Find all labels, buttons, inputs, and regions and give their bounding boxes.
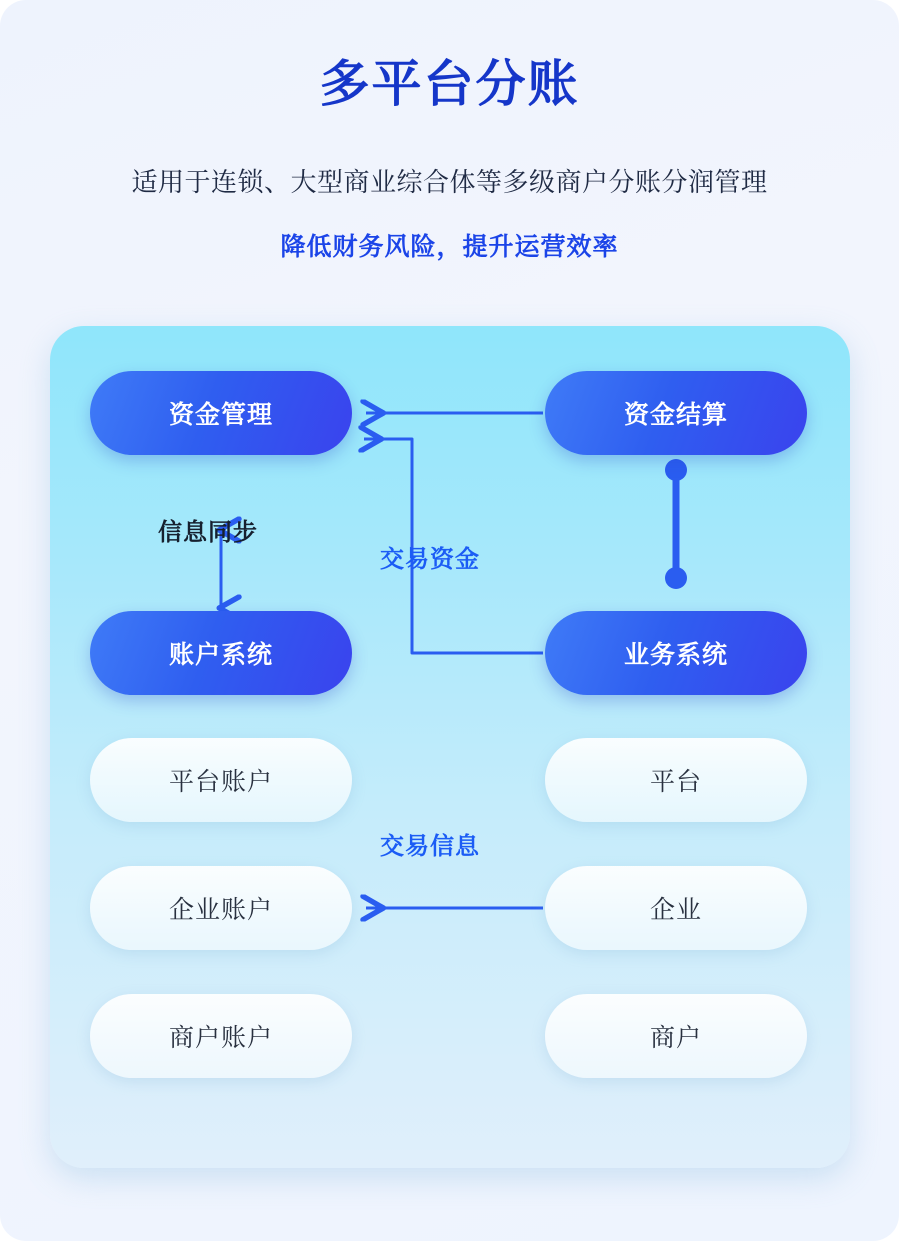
dot-bottom <box>665 567 687 589</box>
dot-top <box>665 459 687 481</box>
node-label: 业务系统 <box>623 641 728 669</box>
node-label: 平台 <box>649 768 702 796</box>
node-label: 资金管理 <box>168 401 273 429</box>
page-tagline: 降低财务风险，提升运营效率 <box>280 233 619 261</box>
diagram-panel <box>50 326 850 1168</box>
node-label: 平台账户 <box>168 768 273 796</box>
node-platform[interactable] <box>545 738 807 822</box>
page-subtitle: 适用于连锁、大型商业综合体等多级商户分账分润管理 <box>131 167 768 197</box>
edge-label-transaction-fund: 交易资金 <box>380 546 480 573</box>
node-label: 商户 <box>649 1024 702 1052</box>
edge-label-transaction-info: 交易信息 <box>380 833 480 860</box>
node-label: 商户账户 <box>168 1024 273 1052</box>
node-label: 企业账户 <box>168 896 273 924</box>
node-merchant[interactable] <box>545 994 807 1078</box>
node-enterprise[interactable] <box>545 866 807 950</box>
node-enterprise-account[interactable] <box>90 866 352 950</box>
node-fund-management[interactable] <box>90 371 352 455</box>
node-label: 资金结算 <box>623 401 728 429</box>
header <box>0 0 899 263</box>
node-label: 账户系统 <box>168 641 273 669</box>
node-platform-account[interactable] <box>90 738 352 822</box>
node-merchant-account[interactable] <box>90 994 352 1078</box>
page-title: 多平台分账 <box>319 56 580 112</box>
node-fund-settlement[interactable] <box>545 371 807 455</box>
node-label: 企业 <box>649 896 702 924</box>
node-business-system[interactable] <box>545 611 807 695</box>
edge-label-info-sync: 信息同步 <box>158 519 258 546</box>
node-account-system[interactable] <box>90 611 352 695</box>
